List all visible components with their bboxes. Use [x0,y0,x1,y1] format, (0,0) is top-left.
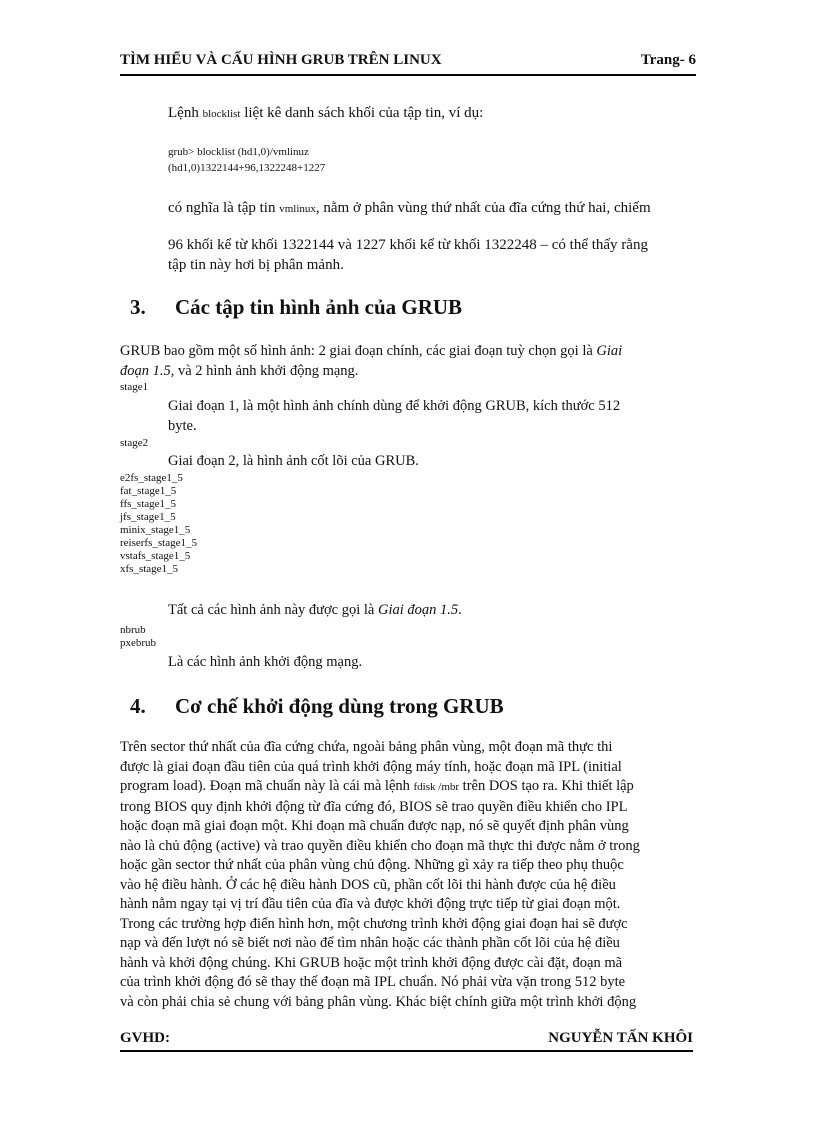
term-stage2: stage2 [120,437,149,449]
page-header [120,52,696,76]
definition: Giai đoạn 1, là một hình ảnh chính dùng để khởi động GRUB, kích thước 512 byte. [168,398,621,434]
blocklist-detail: tập tin này hơi bị phân mảnh. [168,257,344,273]
blocklist-command: blocklist [202,108,241,120]
section-heading: 4. Cơ chế khởi động dùng trong GRUB [130,694,504,718]
code-line: (hd1,0)1322144+96,1322248+1227 [168,162,326,174]
page-footer [120,1030,693,1052]
footer-supervisor-label: GVHD: [120,1030,170,1046]
definition: Giai đoạn 2, là hình ảnh cốt lõi của GRUB. [168,453,419,469]
header-page-number: Trang- 6 [640,52,696,68]
blocklist-meaning: có nghĩa là tập tin vmlinux, nằm ở phân vùng thứ nhất của đĩa cứng thứ hai, chiếm [168,200,651,216]
section-heading: 3. Các tập tin hình ảnh của GRUB [130,295,463,319]
command-name: fdisk /mbr [413,781,460,793]
header-title: TÌM HIỂU VÀ CẤU HÌNH GRUB TRÊN LINUX [120,52,442,68]
blocklist-intro: Lệnh blocklist liệt kê danh sách khối của tập tin, ví dụ: [168,105,484,121]
blocklist-detail: 96 khối kể từ khối 1322144 và 1227 khối kể từ khối 1322248 – có thể thấy rằng [168,237,648,253]
file-name: vmlinux [279,203,316,215]
code-line: grub> blocklist (hd1,0)/vmlinuz [168,146,309,158]
definition: Là các hình ảnh khởi động mạng. [168,654,363,670]
term-stage1: stage1 [120,381,149,393]
term-stage15-list: e2fs_stage1_5 fat_stage1_5 ffs_stage1_5 jfs_stage1_5 minix_stage1_5 reiserfs_stage1_5 vstafs_stage1_5 xfs_stage1_5 [120,472,197,575]
definition: Tất cả các hình ảnh này được gọi là Giai đoạn 1.5. [168,602,462,618]
section4-paragraph: Trên sector thứ nhất của đĩa cứng chứa, ngoài bảng phân vùng, một đoạn mã thực thi được là giai đoạn đầu tiên của quá trình khởi động máy tính, hoặc đoạn mã IPL (initial program load). Đoạn mã chuẩn này là cái mà lệnh fdisk /mbr trên DOS tạo ra. Khi thiết lập trong BIOS quy định khởi động từ đĩa cứng đó, BIOS sẽ trao quyền điều khiển cho IPL hoặc đoạn mã giai đoạn một. Khi đoạn mã chuẩn được nạp, nó sẽ quyết định phân vùng nào là chủ động (active) và trao quyền điều khiển cho đoạn mã thực thi được nằm ở trong hoặc gần sector thứ nhất của phân vùng chủ động. Những gì xảy ra tiếp theo phụ thuộc vào hệ điều hành. Ở các hệ điều hành DOS cũ, phần cốt lõi thi hành được của hệ điều hành nằm ngay tại vị trí đầu tiên của đĩa và được khởi động trực tiếp từ giai đoạn một. Trong các trường hợp điển hình hơn, một chương trình khởi động giai đoạn hai sẽ được nạp và đến lượt nó sẽ biết nơi nào để tìm nhân hoặc các thành phần cốt lõi của hệ điều hành và khởi động chúng. Khi GRUB hoặc một trình khởi động được cài đặt, đoạn mã của trình khởi động đó sẽ thay thế đoạn mã IPL chuẩn. Nó phải vừa vặn trong 512 byte và còn phải chia sẻ chung với bảng phân vùng. Khác biệt chính giữa một trình khởi động [120,739,640,1010]
footer-author: NGUYỄN TẤN KHÔI [548,1030,693,1046]
term-network-list: nbrub pxebrub [120,624,157,649]
section3-intro: GRUB bao gồm một số hình ảnh: 2 giai đoạn chính, các giai đoạn tuỳ chọn gọi là Giai đoạn 1.5, và 2 hình ảnh khởi động mạng. [120,343,623,379]
